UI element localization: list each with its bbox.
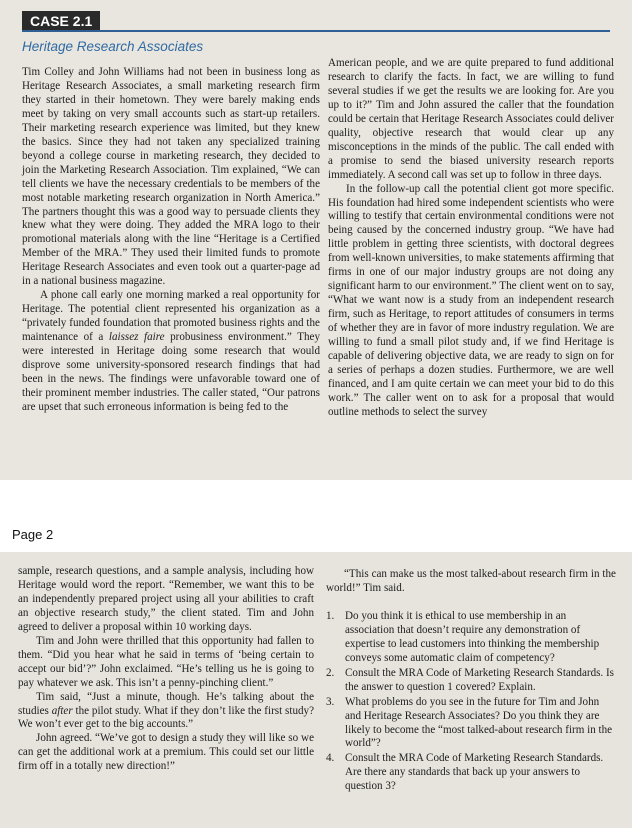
case-divider [22, 30, 610, 32]
question-item: 2. Consult the MRA Code of Marketing Research Standards. Is the answer to question 1 covered? Explain. [326, 666, 614, 693]
page1-right-column [328, 57, 614, 420]
page1-left-column [22, 66, 320, 415]
page-2 [0, 552, 632, 828]
paragraph: A phone call early one morning marked a real opportunity for Heritage. The potential client represented his organization as a “privately funded foundation that promoted business rights and the maintenance of a laissez faire probusiness environment.” They were interested in Heritage doing some research that would disprove some university-sponsored research findings that had been in the news. The findings were unfavorable toward one of their prominent member industries. The caller stated, “Our patrons are upset that such erroneous information is being fed to the [22, 289, 320, 413]
question-item: 4. Consult the MRA Code of Marketing Research Standards. Are there any standards that back up your answers to question 3? [326, 752, 604, 793]
paragraph: sample, research questions, and a sample analysis, including how Heritage would word the report. “Remember, we want this to be an independently prepared project using all your abilities to craft an objective research study,” the client stated. Tim and John agreed to deliver a proposal within 10 working days. [18, 565, 314, 633]
case-label: CASE 2.1 [22, 11, 100, 31]
paragraph: Tim Colley and John Williams had not been in business long as Heritage Research Associates, a small marketing research firm they started in their hometown. They were barely making ends meet by taking on very small accounts such as start-up retailers. Their marketing research experience was limited, but they knew the basics. Since they had not taken any specialized training beyond a college course in marketing research, they decided to join the Marketing Research Association. Tim explained, “We can tell clients we have the necessary credentials to be members of the most notable marketing research organization in North America.” The partners thought this was a good way to persuade clients they knew what they were doing. They added the MRA logo to their promotional materials along with the line “Heritage is a Certified Member of the MRA.” They used their limited funds to promote Heritage Research Associates and even took out a quarter-page ad in a national business magazine. [22, 66, 320, 288]
discussion-questions [326, 610, 616, 794]
case-title: Heritage Research Associates [22, 39, 204, 54]
question-item: 1. Do you think it is ethical to use membership in an association that doesn’t require any demonstration of expertise to lead customers into thinking the membership conveys some automatic claim of competency? [326, 609, 600, 664]
paragraph: In the follow-up call the potential client got more specific. His foundation had hired some independent scientists who were willing to testify that certain environmental conditions were not being caused by the concerned industry group. “We have had little problem in getting three scientists, with doctoral degrees from well-known universities, to make statements affirming that firms in one of our major industry groups are not doing any significant harm to our environment.” The client went on to say, “What we want now is a study from an independent research firm, such as Heritage, to report attitudes of consumers in terms of whether they are in favor of more industry regulation. We are willing to fund a small pilot study and, if we find Heritage is capable of delivering objective data, we are ready to sign on for a series of perhaps a dozen studies. Furthermore, we are well financed, and I am quite certain we can meet your bid to do this work.” The caller went on to ask for a proposal that would outline methods to select the survey [328, 182, 614, 418]
page2-left-column [18, 565, 314, 774]
paragraph: Tim said, “Just a minute, though. He’s talking about the studies after the pilot study. What if they don’t like the first study? We won’t ever get to the big accounts.” [18, 690, 315, 731]
page-separator [0, 480, 632, 530]
page-label: Page 2 [12, 527, 54, 542]
paragraph: Tim and John were thrilled that this opportunity had fallen to them. “Did you hear what he said in terms of ‘being certain to accept our bid’?” John exclaimed. “He’s telling us he is going to pay whatever we ask. This isn’t a penny-pinching client.” [18, 634, 314, 689]
page2-right-column [326, 568, 616, 795]
question-item: 3. What problems do you see in the future for Tim and John and Heritage Research Associates? Do you think they are likely to become the “most talked-about research firm in the world”? [326, 695, 613, 750]
paragraph: American people, and we are quite prepared to fund additional research to clarify the facts. In fact, we are willing to fund several studies if we get the results we are looking for. Are you up to it?” Tim and John assured the caller that the foundation could be certain that Heritage Research Associates could deliver quality, objective research that would clear up any misconceptions in the minds of the public. The call ended with a promise to send the biased university research reports immediately. A second call was set up to follow in three days. [328, 57, 614, 181]
closing-quote: “This can make us the most talked-about research firm in the world!” Tim said. [326, 568, 616, 594]
paragraph: John agreed. “We’ve got to design a study they will like so we can get the additional work at a premium. This could set our little firm off in a totally new direction!” [18, 732, 314, 773]
